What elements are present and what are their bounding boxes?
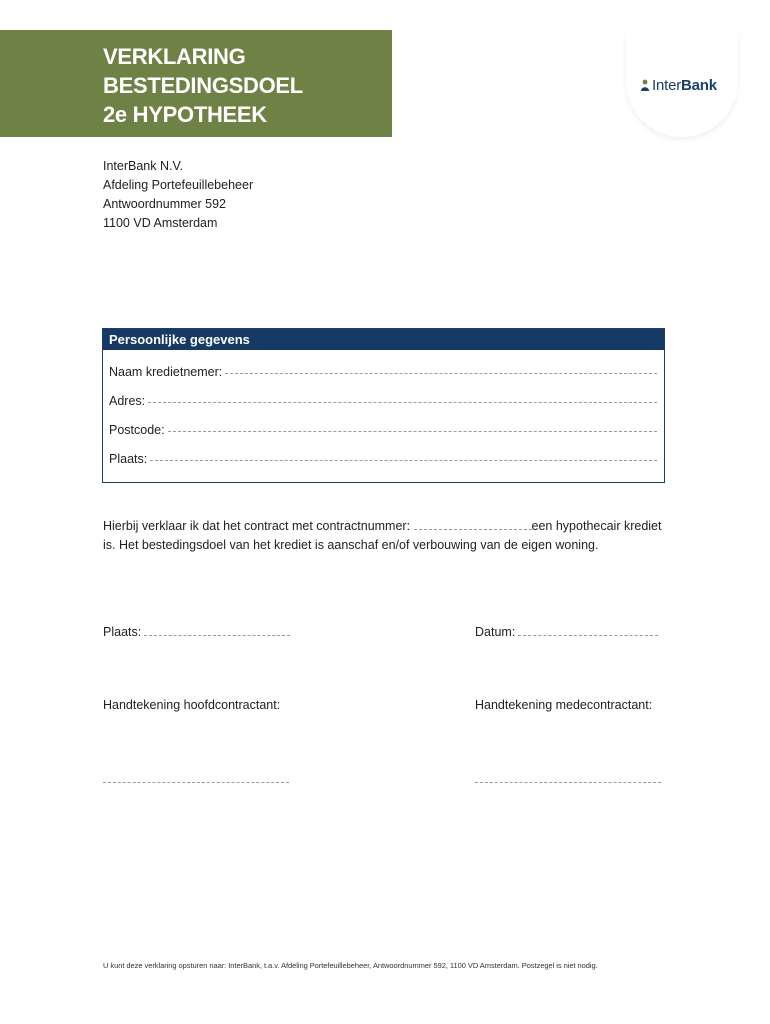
field-label: Naam kredietnemer: [109, 365, 223, 379]
date-label: Datum: [475, 625, 516, 639]
address-line: 1100 VD Amsterdam [103, 216, 218, 230]
statement-text-1: Hierbij verklaar ik dat het contract met contractnummer: [103, 519, 414, 533]
field-line[interactable] [168, 430, 657, 432]
declaration-statement [103, 517, 668, 555]
place-field[interactable] [103, 625, 290, 639]
contract-number-field[interactable] [414, 519, 532, 530]
postcode-field[interactable] [109, 423, 657, 437]
co-signature-label-text: Handtekening medecontractant: [475, 698, 653, 712]
co-signature-line[interactable] [475, 781, 661, 783]
interbank-logo [640, 75, 717, 95]
date-line[interactable] [518, 625, 658, 636]
logo-text-bank: Bank [681, 76, 717, 94]
main-signature-line[interactable] [103, 781, 289, 783]
personal-data-box [102, 328, 665, 483]
main-signature-label-text: Handtekening hoofdcontractant: [103, 698, 281, 712]
borrower-name-field[interactable] [109, 365, 657, 379]
field-line[interactable] [148, 401, 657, 403]
co-signature-label [475, 698, 652, 712]
personal-data-heading: Persoonlijke gegevens [103, 329, 664, 350]
field-line[interactable] [225, 372, 657, 374]
city-field[interactable] [109, 452, 657, 466]
document-title: VERKLARING BESTEDINGSDOEL 2e HYPOTHEEK [103, 44, 303, 127]
recipient-address [103, 157, 253, 233]
address-line: InterBank N.V. [103, 159, 184, 173]
field-label: Adres: [109, 394, 146, 408]
field-label: Postcode: [109, 423, 165, 437]
field-line[interactable] [150, 459, 657, 461]
main-signature-label [103, 698, 280, 712]
date-field[interactable] [475, 625, 658, 639]
field-label: Plaats: [109, 452, 148, 466]
address-line: Antwoordnummer 592 [103, 197, 226, 211]
place-label: Plaats: [103, 625, 142, 639]
address-line: Afdeling Portefeuillebeheer [103, 178, 254, 192]
person-icon [640, 79, 650, 91]
header-band-curve [340, 30, 450, 137]
address-field[interactable] [109, 394, 657, 408]
place-line[interactable] [144, 625, 290, 636]
footer-note: U kunt deze verklaring opsturen naar: InterBank, t.a.v. Afdeling Portefeuillebeheer, Antwoordnummer 592, 1100 VD Amsterdam. Postzegel is niet nodig. [103, 961, 598, 970]
logo-text-inter: Inter [652, 76, 682, 94]
statement-text-2: een hypothecair krediet is. Het bestedingsdoel van het krediet is aanschaf en/of verbouwing van de eigen woning. [103, 519, 662, 552]
